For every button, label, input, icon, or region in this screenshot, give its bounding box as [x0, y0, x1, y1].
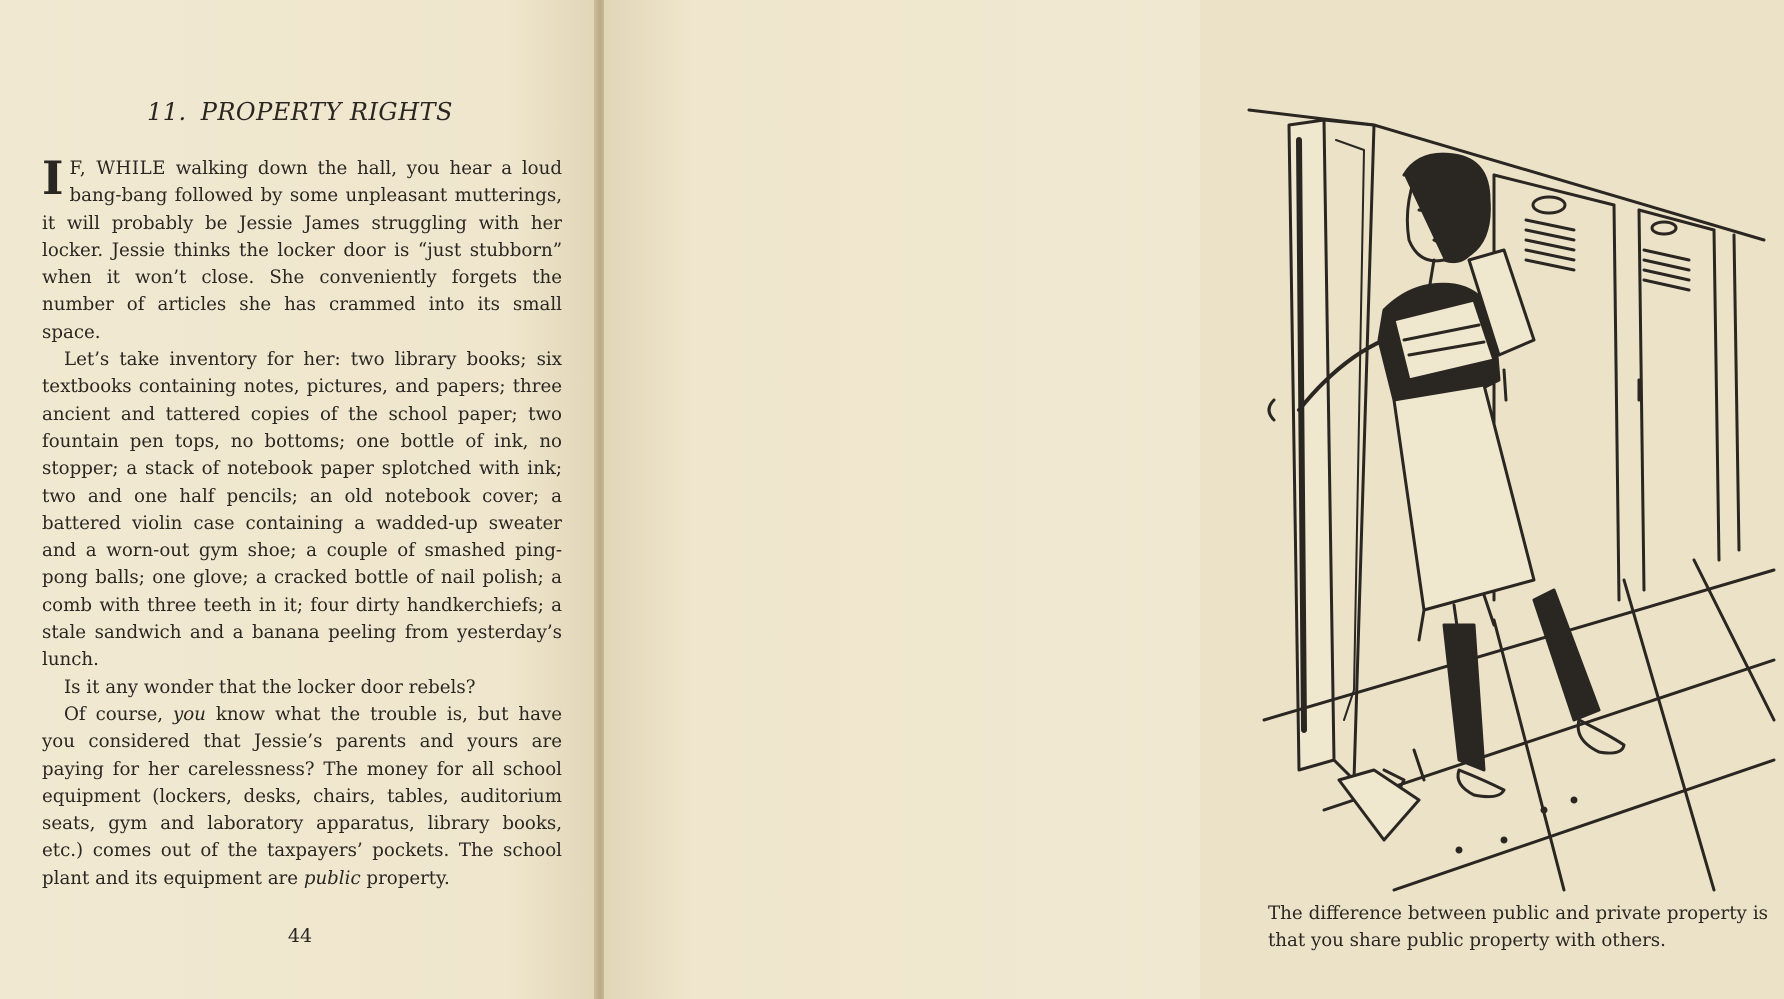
illustration-caption: The difference between public and private property is that you share public property with others.: [1268, 903, 1768, 951]
paragraph-4-b: know what the trouble is, but have you considered that Jessie’s parents and yours are paying for her carelessness? The money for all school equipment (lockers, desks, chairs, tables, auditorium seats, gym and laboratory apparatus, library books, etc.) comes out of the taxpayers’ pockets. The school plant and its equipment are: [42, 703, 562, 889]
paragraph-1-text: walking down the hall, you hear a loud bang-bang followed by some unpleasant mutterings, it will probably be Jessie James struggling with her locker. Jessie thinks the locker door is “just stubborn” when it won’t close. She conveniently forgets the number of articles she has crammed into its small space.: [42, 158, 562, 343]
right-page: [604, 0, 1768, 999]
chapter-body: [42, 151, 562, 892]
paragraph-4-c: property.: [360, 867, 450, 889]
chapter-title: PROPERTY RIGHTS: [200, 98, 453, 126]
paragraph-4: [42, 701, 562, 892]
left-page: [0, 0, 596, 999]
paragraph-3: Is it any wonder that the locker door rebels?: [64, 676, 476, 698]
lead-in: F, WHILE: [69, 158, 166, 179]
girl-at-locker-illustration: [1244, 80, 1784, 900]
chapter-heading: [40, 98, 560, 126]
emphasis-you: you: [172, 703, 206, 725]
page-number: 44: [287, 925, 313, 947]
locker-number-plate: [1533, 197, 1565, 213]
paragraph-1: [42, 151, 562, 346]
drop-cap: I: [42, 151, 64, 205]
chapter-number: 11.: [147, 98, 187, 126]
emphasis-public: public: [303, 867, 361, 889]
paragraph-2: Let’s take inventory for her: two library books; six textbooks containing notes, pictures, and papers; three ancient and tattered copies of the school paper; two fountain pen tops, no bottoms; one bottle of ink, no stopper; a stack of notebook paper splotched with ink; two and one half pencils; an old notebook cover; a battered violin case containing a wadded-up sweater and a worn-out gym shoe; a couple of smashed ping-pong balls; one glove; a cracked bottle of nail polish; a comb with three teeth in it; four dirty handkerchiefs; a stale sandwich and a banana peeling from yesterday’s lunch.: [42, 349, 562, 671]
paragraph-4-a: Of course,: [64, 703, 173, 725]
